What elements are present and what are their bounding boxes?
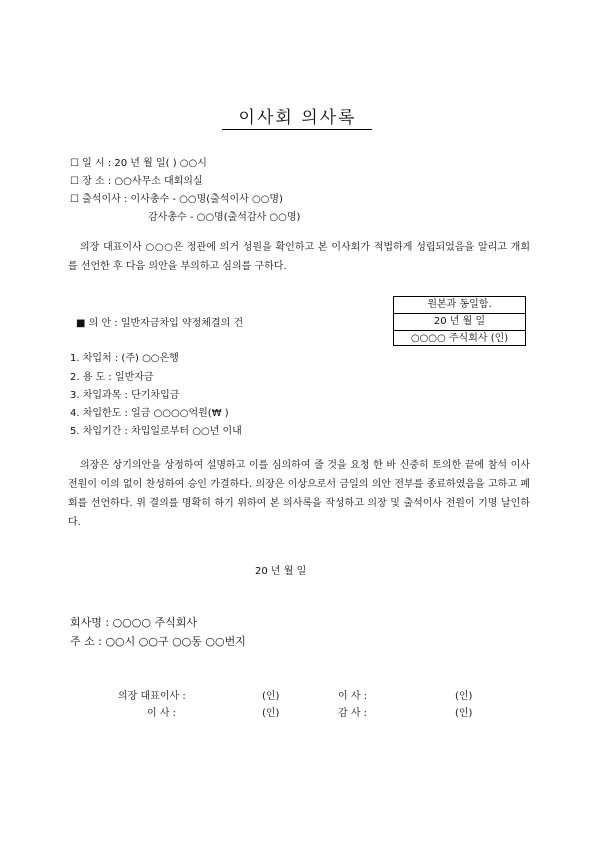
meta-date: ☐ 일 시 : 20 년 월 일( ) ○○시 [70, 158, 207, 169]
stamp-line-3: ○○○○ 주식회사 (인) [410, 333, 509, 344]
item-limit: 4. 차입한도 : 일금 ○○○○억원(₩ ) [70, 408, 229, 419]
stamp-line-2: 20 년 월 일 [394, 314, 525, 331]
auditor-signature-label: 감 사 : [338, 708, 368, 719]
document-title: 이사회 의사록 [238, 108, 357, 128]
stamp-line-1: 원본과 동일함. [394, 297, 525, 314]
director-signature-label: 이 사 : [338, 691, 368, 702]
item-period: 5. 차입기간 : 차입일로부터 ○○년 이내 [70, 426, 242, 437]
item-lender: 1. 차입처 : (주) ○○은행 [70, 353, 179, 364]
signing-date: 20 년 월 일 [255, 566, 307, 577]
director2-seal: (인) [262, 708, 280, 719]
item-account: 3. 차입과목 : 단기차입금 [70, 390, 180, 401]
resolution-paragraph: 의장은 상기의안을 상정하여 설명하고 이를 심의하여 줄 것을 요청 한 바 신중히 토의한 끝에 참석 이사 전원이 이의 없이 찬성하여 승인 가결하다. 의장은 이상으로서 금일의 의안 전부를 종료하였음을 고하고 폐회를 선언하다. 위 결의를 명확히 하기 위하여 본 의사록을 작성하고 의장 및 출석이사 전원이 기명 날인하다. [68, 460, 530, 528]
title-underline [222, 129, 372, 130]
original-copy-stamp-box [393, 296, 526, 346]
chair-seal: (인) [262, 691, 280, 702]
director2-signature-label: 이 사 : [147, 708, 177, 719]
item-purpose: 2. 용 도 : 일반자금 [70, 372, 154, 383]
meta-place: ☐ 장 소 : ○○사무소 대회의실 [70, 176, 203, 187]
company-address: 주 소 : ○○시 ○○구 ○○동 ○○번지 [70, 635, 246, 648]
intro-paragraph: 의장 대표이사 ○○○은 정관에 의거 성원을 확인하고 본 이사회가 적법하게 성립되었음을 알리고 개회를 선언한 후 다음 의안을 부의하고 심의를 구하다. [68, 242, 530, 272]
agenda-line: ■ 의 안 : 일반자금차입 약정체결의 건 [76, 318, 244, 329]
chair-signature-label: 의장 대표이사 : [118, 691, 186, 702]
company-name: 회사명 : ○○○○ 주식회사 [70, 616, 197, 629]
meta-attending-directors: ☐ 출석이사 : 이사총수 - ○○명(출석이사 ○○명) [70, 194, 283, 205]
meta-attending-auditors: 감사총수 - ○○명(출석감사 ○○명) [148, 212, 301, 223]
director-seal: (인) [455, 691, 473, 702]
auditor-seal: (인) [455, 708, 473, 719]
